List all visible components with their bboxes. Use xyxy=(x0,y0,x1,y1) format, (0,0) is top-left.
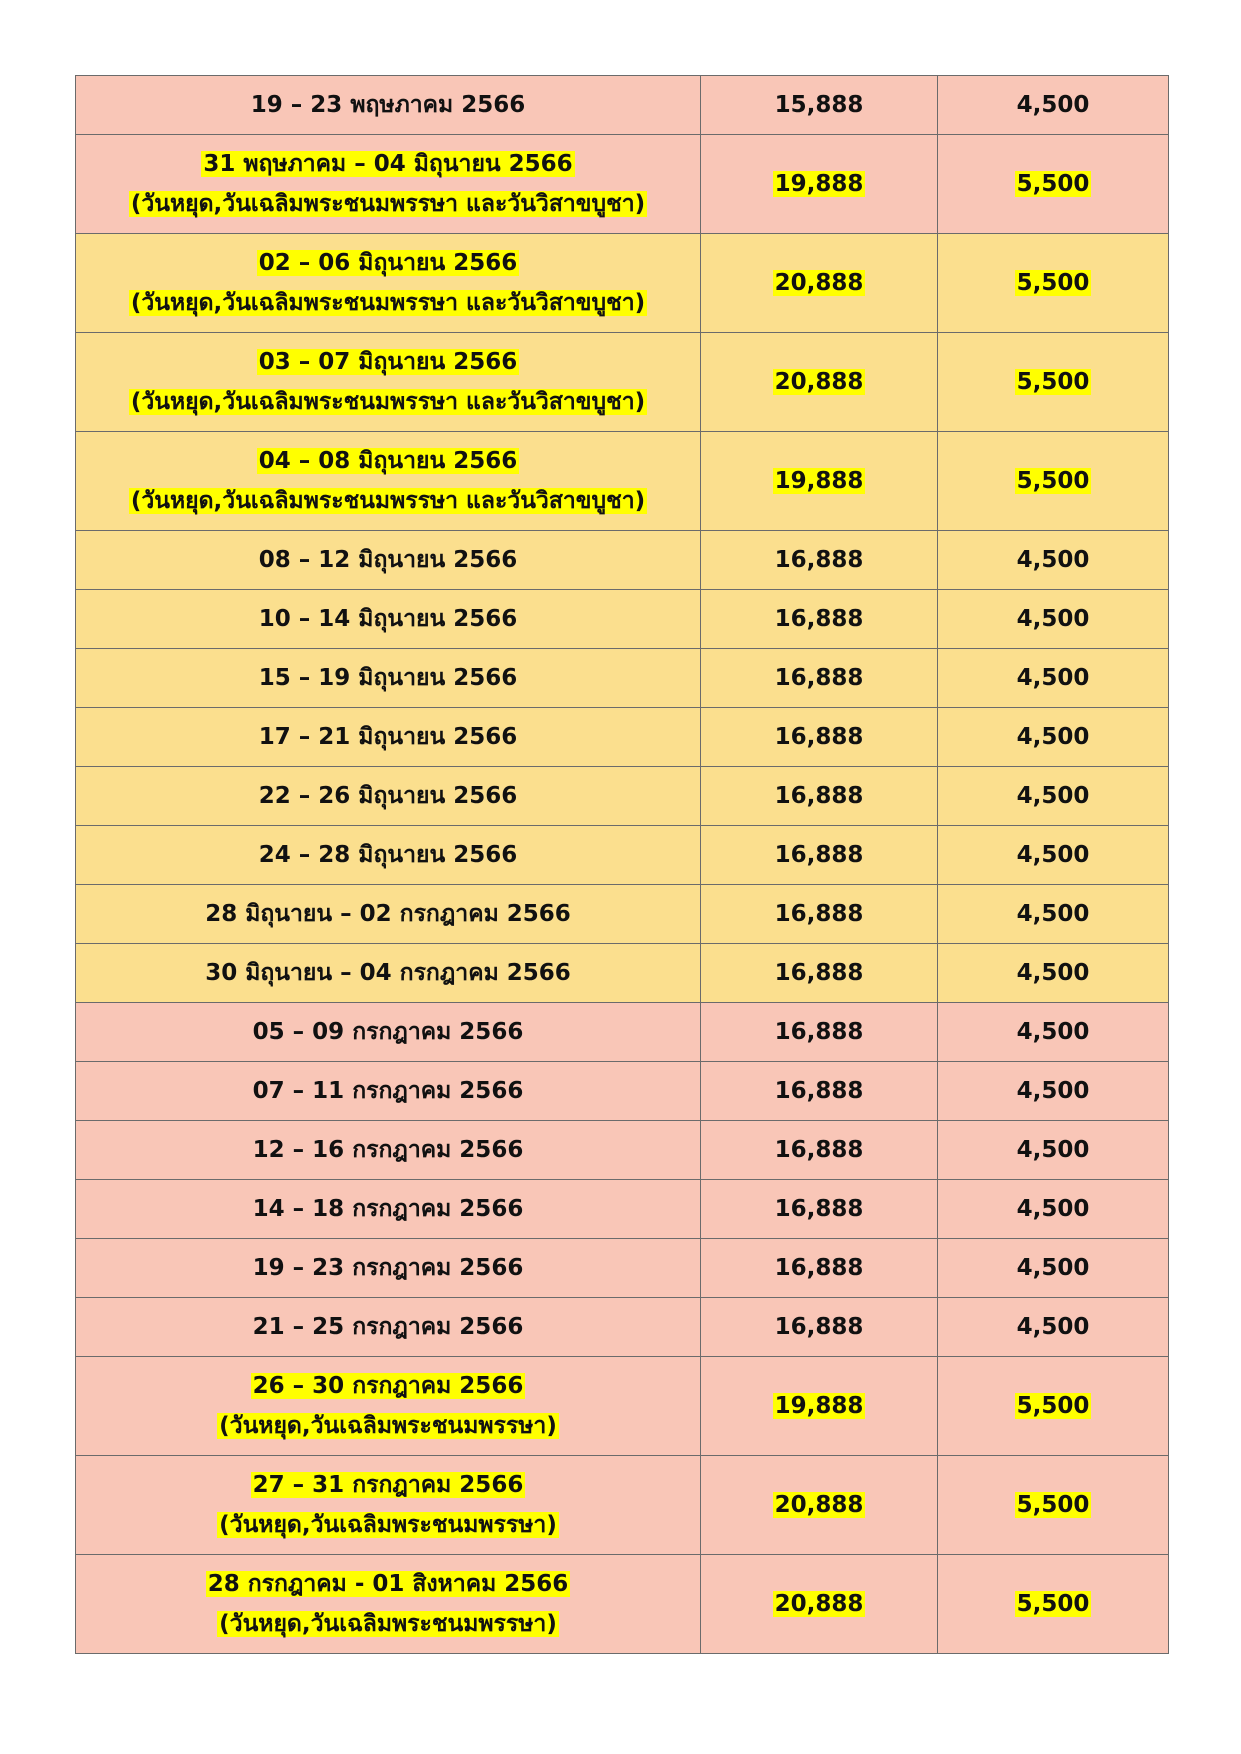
table-row xyxy=(76,1180,1169,1239)
price-cell xyxy=(701,1003,938,1062)
travel-date: 05 – 09 กรกฎาคม 2566 xyxy=(252,1019,524,1045)
single-supplement-cell xyxy=(938,767,1169,826)
price-cell xyxy=(701,1180,938,1239)
tour-price: 20,888 xyxy=(774,1492,864,1518)
single-supplement: 5,500 xyxy=(1016,1492,1090,1518)
single-supplement-cell xyxy=(938,885,1169,944)
tour-price: 19,888 xyxy=(774,171,864,197)
travel-date-cell xyxy=(76,826,701,885)
holiday-note: (วันหยุด,วันเฉลิมพระชนมพรรษา) xyxy=(219,1413,557,1439)
price-cell xyxy=(701,1456,938,1555)
travel-date-cell xyxy=(76,767,701,826)
single-supplement: 4,500 xyxy=(1016,665,1090,691)
table-row xyxy=(76,76,1169,135)
travel-date: 31 พฤษภาคม – 04 มิถุนายน 2566 xyxy=(203,151,573,177)
tour-price: 16,888 xyxy=(774,960,864,986)
travel-date-cell xyxy=(76,1062,701,1121)
travel-date: 21 – 25 กรกฎาคม 2566 xyxy=(252,1314,524,1340)
travel-date: 19 – 23 พฤษภาคม 2566 xyxy=(250,92,526,118)
table-row xyxy=(76,767,1169,826)
travel-date: 24 – 28 มิถุนายน 2566 xyxy=(258,842,518,868)
travel-date-cell xyxy=(76,333,701,432)
single-supplement: 4,500 xyxy=(1016,606,1090,632)
single-supplement-cell xyxy=(938,1298,1169,1357)
price-cell xyxy=(701,590,938,649)
holiday-note: (วันหยุด,วันเฉลิมพระชนมพรรษา และวันวิสาขบูชา) xyxy=(130,488,646,514)
travel-date: 08 – 12 มิถุนายน 2566 xyxy=(258,547,518,573)
travel-date: 15 – 19 มิถุนายน 2566 xyxy=(258,665,518,691)
single-supplement-cell xyxy=(938,76,1169,135)
travel-date: 28 กรกฎาคม - 01 สิงหาคม 2566 xyxy=(207,1571,569,1597)
table-row xyxy=(76,1298,1169,1357)
tour-price: 16,888 xyxy=(774,783,864,809)
travel-date: 12 – 16 กรกฎาคม 2566 xyxy=(252,1137,524,1163)
travel-date-cell xyxy=(76,708,701,767)
travel-date-cell xyxy=(76,1180,701,1239)
travel-date-cell xyxy=(76,590,701,649)
tour-price: 16,888 xyxy=(774,1314,864,1340)
travel-date-cell xyxy=(76,944,701,1003)
single-supplement: 5,500 xyxy=(1016,1591,1090,1617)
single-supplement: 4,500 xyxy=(1016,960,1090,986)
tour-price: 19,888 xyxy=(774,468,864,494)
table-row xyxy=(76,333,1169,432)
travel-date-cell xyxy=(76,531,701,590)
price-cell xyxy=(701,944,938,1003)
single-supplement-cell xyxy=(938,135,1169,234)
single-supplement: 4,500 xyxy=(1016,1137,1090,1163)
holiday-note: (วันหยุด,วันเฉลิมพระชนมพรรษา และวันวิสาขบูชา) xyxy=(130,389,646,415)
table-row xyxy=(76,885,1169,944)
tour-price: 15,888 xyxy=(774,92,864,118)
travel-date-cell xyxy=(76,135,701,234)
price-cell xyxy=(701,885,938,944)
tour-price: 16,888 xyxy=(774,724,864,750)
travel-date: 22 – 26 มิถุนายน 2566 xyxy=(258,783,518,809)
single-supplement: 4,500 xyxy=(1016,901,1090,927)
single-supplement-cell xyxy=(938,1180,1169,1239)
travel-date-cell xyxy=(76,1555,701,1654)
travel-date-cell xyxy=(76,1239,701,1298)
single-supplement: 4,500 xyxy=(1016,1078,1090,1104)
price-cell xyxy=(701,135,938,234)
single-supplement-cell xyxy=(938,531,1169,590)
table-row xyxy=(76,1357,1169,1456)
single-supplement: 5,500 xyxy=(1016,270,1090,296)
single-supplement-cell xyxy=(938,1062,1169,1121)
travel-date: 17 – 21 มิถุนายน 2566 xyxy=(258,724,518,750)
table-body xyxy=(76,76,1169,1654)
price-table xyxy=(75,75,1169,1654)
table-row xyxy=(76,432,1169,531)
tour-price: 16,888 xyxy=(774,547,864,573)
price-cell xyxy=(701,767,938,826)
travel-date: 07 – 11 กรกฎาคม 2566 xyxy=(252,1078,524,1104)
travel-date-cell xyxy=(76,649,701,708)
table-row xyxy=(76,649,1169,708)
single-supplement: 4,500 xyxy=(1016,1255,1090,1281)
travel-date: 19 – 23 กรกฎาคม 2566 xyxy=(252,1255,524,1281)
price-cell xyxy=(701,1298,938,1357)
price-cell xyxy=(701,333,938,432)
tour-price: 20,888 xyxy=(774,369,864,395)
table-row xyxy=(76,531,1169,590)
table-row xyxy=(76,1456,1169,1555)
travel-date: 14 – 18 กรกฎาคม 2566 xyxy=(252,1196,524,1222)
single-supplement: 4,500 xyxy=(1016,842,1090,868)
price-table-container xyxy=(75,75,1168,1654)
price-cell xyxy=(701,234,938,333)
price-cell xyxy=(701,826,938,885)
single-supplement-cell xyxy=(938,1239,1169,1298)
single-supplement-cell xyxy=(938,1357,1169,1456)
single-supplement-cell xyxy=(938,944,1169,1003)
single-supplement-cell xyxy=(938,1003,1169,1062)
travel-date-cell xyxy=(76,1121,701,1180)
travel-date-cell xyxy=(76,885,701,944)
tour-price: 16,888 xyxy=(774,842,864,868)
holiday-note: (วันหยุด,วันเฉลิมพระชนมพรรษา) xyxy=(219,1611,557,1637)
table-row xyxy=(76,1003,1169,1062)
travel-date: 03 – 07 มิถุนายน 2566 xyxy=(258,349,518,375)
single-supplement: 4,500 xyxy=(1016,783,1090,809)
price-cell xyxy=(701,649,938,708)
single-supplement: 5,500 xyxy=(1016,369,1090,395)
travel-date: 28 มิถุนายน – 02 กรกฎาคม 2566 xyxy=(205,901,571,927)
travel-date-cell xyxy=(76,1456,701,1555)
table-row xyxy=(76,708,1169,767)
tour-price: 20,888 xyxy=(774,270,864,296)
single-supplement-cell xyxy=(938,590,1169,649)
price-cell xyxy=(701,1121,938,1180)
travel-date: 10 – 14 มิถุนายน 2566 xyxy=(258,606,518,632)
tour-price: 16,888 xyxy=(774,1255,864,1281)
single-supplement-cell xyxy=(938,234,1169,333)
single-supplement: 5,500 xyxy=(1016,1393,1090,1419)
single-supplement: 4,500 xyxy=(1016,1019,1090,1045)
table-row xyxy=(76,135,1169,234)
tour-price: 16,888 xyxy=(774,606,864,632)
single-supplement: 4,500 xyxy=(1016,92,1090,118)
single-supplement-cell xyxy=(938,333,1169,432)
single-supplement: 4,500 xyxy=(1016,1196,1090,1222)
tour-price: 16,888 xyxy=(774,1196,864,1222)
travel-date: 02 – 06 มิถุนายน 2566 xyxy=(258,250,518,276)
single-supplement-cell xyxy=(938,1456,1169,1555)
travel-date-cell xyxy=(76,1003,701,1062)
single-supplement-cell xyxy=(938,432,1169,531)
single-supplement-cell xyxy=(938,708,1169,767)
travel-date-cell xyxy=(76,1357,701,1456)
single-supplement-cell xyxy=(938,826,1169,885)
travel-date-cell xyxy=(76,432,701,531)
single-supplement: 5,500 xyxy=(1016,171,1090,197)
price-cell xyxy=(701,76,938,135)
travel-date-cell xyxy=(76,234,701,333)
tour-price: 20,888 xyxy=(774,1591,864,1617)
tour-price: 16,888 xyxy=(774,901,864,927)
price-cell xyxy=(701,1555,938,1654)
tour-price: 16,888 xyxy=(774,1078,864,1104)
travel-date-cell xyxy=(76,76,701,135)
tour-price: 16,888 xyxy=(774,1019,864,1045)
single-supplement-cell xyxy=(938,649,1169,708)
tour-price: 19,888 xyxy=(774,1393,864,1419)
holiday-note: (วันหยุด,วันเฉลิมพระชนมพรรษา และวันวิสาขบูชา) xyxy=(130,290,646,316)
price-cell xyxy=(701,1239,938,1298)
price-cell xyxy=(701,432,938,531)
price-cell xyxy=(701,708,938,767)
single-supplement: 5,500 xyxy=(1016,468,1090,494)
single-supplement-cell xyxy=(938,1121,1169,1180)
price-cell xyxy=(701,1357,938,1456)
table-row xyxy=(76,1555,1169,1654)
travel-date-cell xyxy=(76,1298,701,1357)
travel-date: 04 – 08 มิถุนายน 2566 xyxy=(258,448,518,474)
holiday-note: (วันหยุด,วันเฉลิมพระชนมพรรษา) xyxy=(219,1512,557,1538)
single-supplement: 4,500 xyxy=(1016,724,1090,750)
travel-date: 26 – 30 กรกฎาคม 2566 xyxy=(252,1373,524,1399)
table-row xyxy=(76,590,1169,649)
travel-date: 30 มิถุนายน – 04 กรกฎาคม 2566 xyxy=(205,960,571,986)
price-cell xyxy=(701,531,938,590)
single-supplement-cell xyxy=(938,1555,1169,1654)
single-supplement: 4,500 xyxy=(1016,547,1090,573)
holiday-note: (วันหยุด,วันเฉลิมพระชนมพรรษา และวันวิสาขบูชา) xyxy=(130,191,646,217)
price-cell xyxy=(701,1062,938,1121)
tour-price: 16,888 xyxy=(774,1137,864,1163)
tour-price: 16,888 xyxy=(774,665,864,691)
table-row xyxy=(76,944,1169,1003)
single-supplement: 4,500 xyxy=(1016,1314,1090,1340)
table-row xyxy=(76,1239,1169,1298)
table-row xyxy=(76,1062,1169,1121)
travel-date: 27 – 31 กรกฎาคม 2566 xyxy=(252,1472,524,1498)
table-row xyxy=(76,1121,1169,1180)
table-row xyxy=(76,826,1169,885)
table-row xyxy=(76,234,1169,333)
